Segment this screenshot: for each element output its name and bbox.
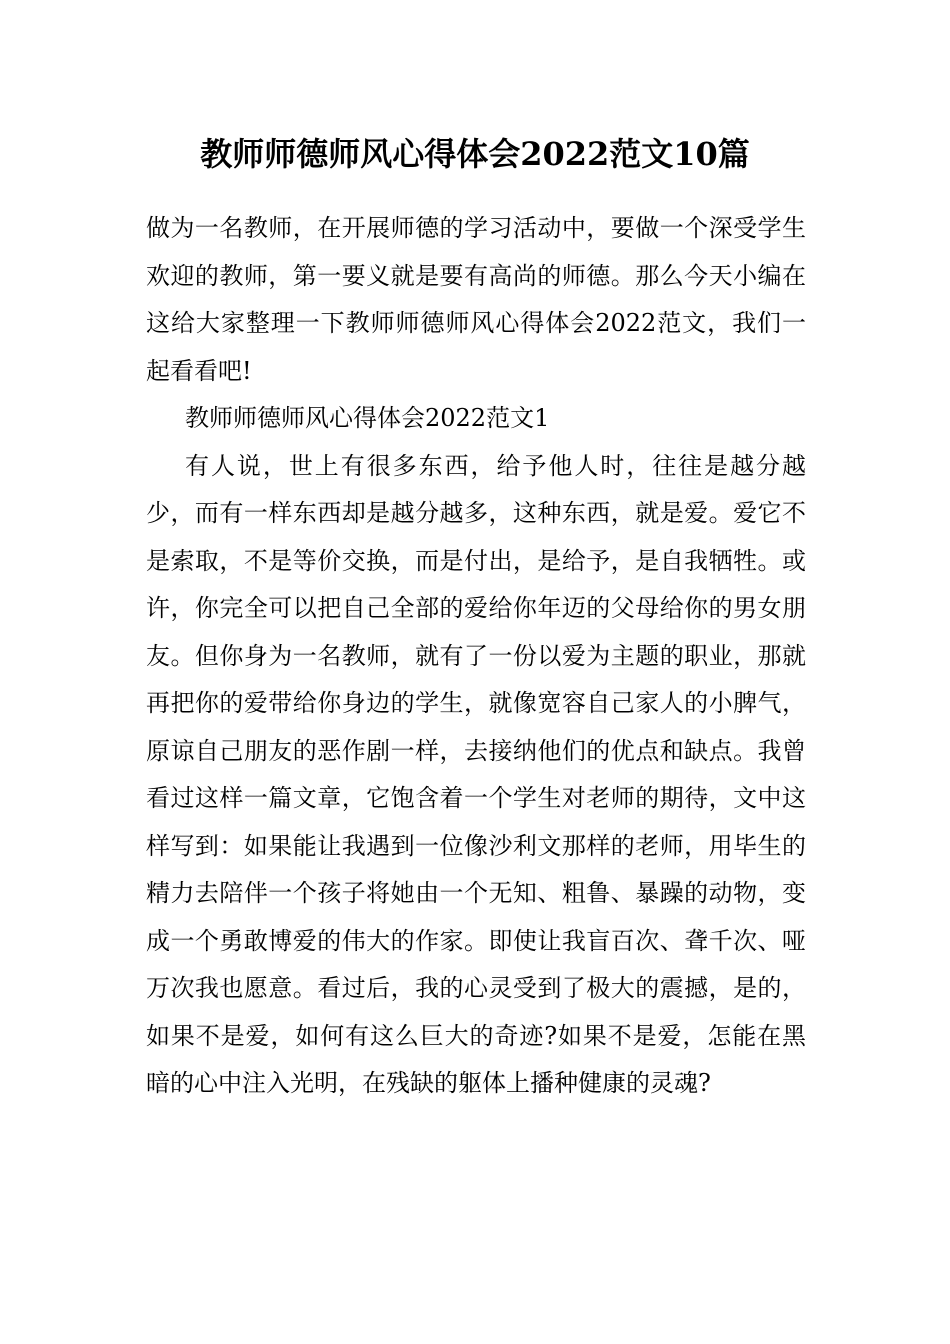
section-heading: 教师师德师风心得体会2022范文1 bbox=[185, 404, 550, 432]
body-paragraph: 有人说，世上有很多东西，给予他人时，往往是越分越少，而有一样东西却是越分越多，这种东西，就是爱。爱它不是索取，不是等价交换，而是付出，是给予，是自我牺牲。或许，你完全可以把自己全部的爱给你年迈的父母给你的男女朋友。但你身为一名教师，就有了一份以爱为主题的职业，那就再把你的爱带给你身边的学生，就像宽容自己家人的小脾气，原谅自己朋友的恶作剧一样，去接纳他们的优点和缺点。我曾看过这样一篇文章，它饱含着一个学生对老师的期待，文中这样写到：如果能让我遇到一位像沙利文那样的老师，用毕生的精力去陪伴一个孩子将她由一个无知、粗鲁、暴躁的动物，变成一个勇敢博爱的伟大的作家。即使让我盲百次、聋千次、哑万次我也愿意。看过后，我的心灵受到了极大的震撼，是的，如果不是爱，如何有这么巨大的奇迹?如果不是爱，怎能在黑暗的心中注入光明，在残缺的躯体上播种健康的灵魂? bbox=[146, 451, 806, 1097]
document-body bbox=[146, 205, 806, 1108]
document-title: 教师师德师风心得体会2022范文10篇 bbox=[200, 135, 750, 173]
intro-paragraph: 做为一名教师，在开展师德的学习活动中，要做一个深受学生欢迎的教师，第一要义就是要有高尚的师德。那么今天小编在这给大家整理一下教师师德师风心得体会2022范文，我们一起看看吧! bbox=[146, 214, 806, 385]
